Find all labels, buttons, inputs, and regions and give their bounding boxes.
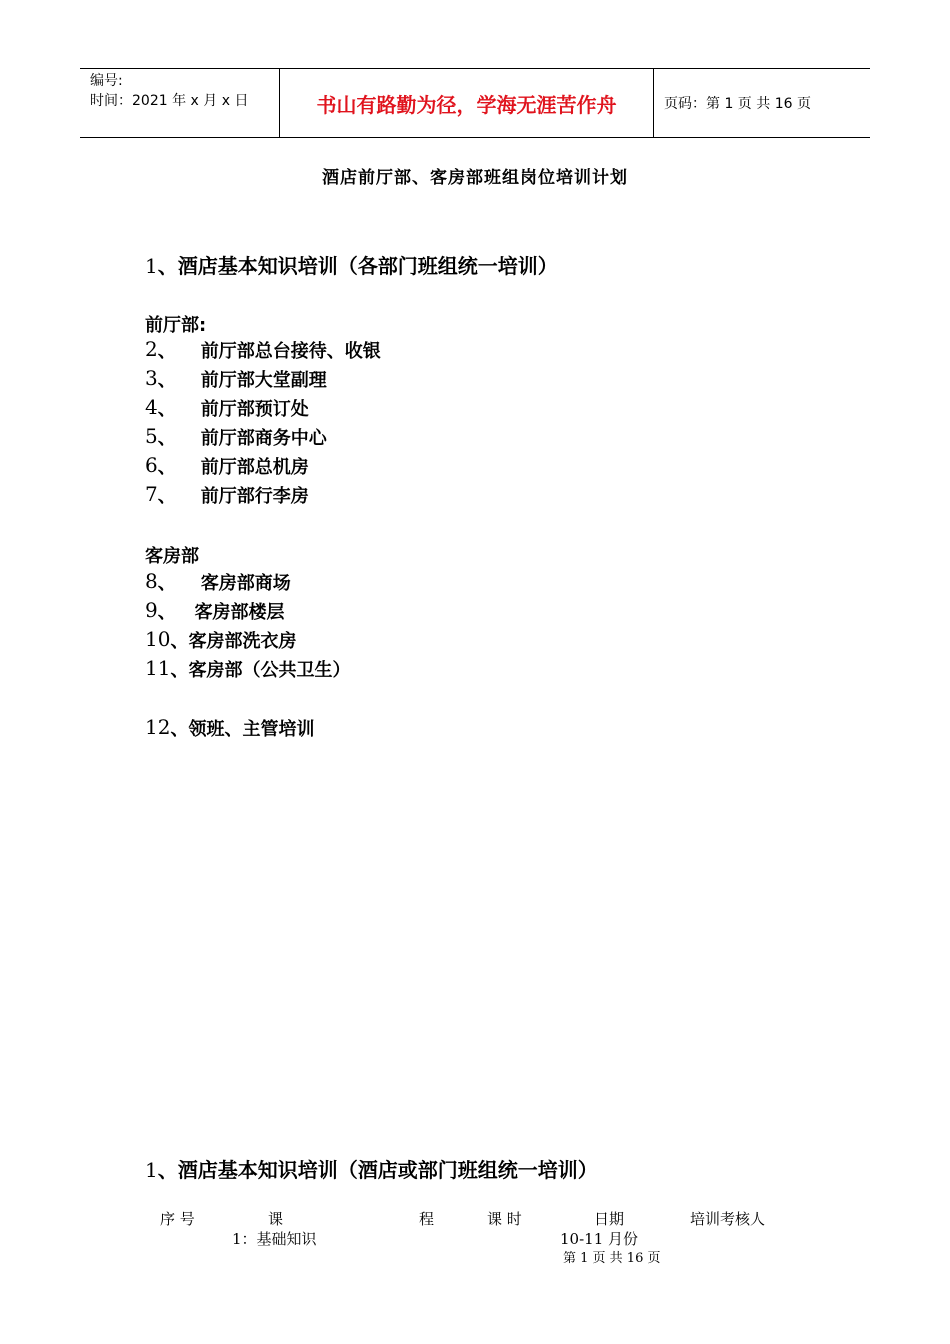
- item-text: 、 前厅部大堂副理: [157, 370, 327, 391]
- list-item: [145, 337, 381, 363]
- section-number: 1: [145, 254, 158, 278]
- header-course-b: 程: [419, 1210, 435, 1228]
- document-header: [80, 68, 870, 138]
- housekeeping-label: 客房部: [145, 546, 199, 567]
- item-text: 、 前厅部总机房: [157, 457, 309, 478]
- section-text: 、酒店基本知识培训（酒店或部门班组统一培训）: [157, 1158, 598, 1182]
- section-number: 1: [145, 1158, 158, 1182]
- item-number: 4: [145, 395, 158, 419]
- document-title: 酒店前厅部、客房部班组岗位培训计划: [322, 168, 628, 188]
- item-number: 8: [145, 569, 158, 593]
- item-text: 、 客房部商场: [157, 573, 291, 594]
- item-number: 9: [145, 598, 158, 622]
- item-text: 、 前厅部预订处: [157, 399, 309, 420]
- footer-page-text: 第 1 页 共 16 页: [563, 1251, 661, 1266]
- header-seq: 序 号: [160, 1210, 195, 1228]
- list-item: [145, 627, 296, 653]
- item-text: 、客房部（公共卫生）: [170, 660, 351, 681]
- item-text: 、 前厅部行李房: [157, 486, 309, 507]
- number-label: 编号:: [90, 73, 123, 89]
- section-text: 、酒店基本知识培训（各部门班组统一培训）: [157, 254, 558, 278]
- item-number: 2: [145, 337, 158, 361]
- item-text: 、领班、主管培训: [170, 719, 315, 740]
- item-number: 10: [145, 627, 171, 651]
- list-item: [145, 598, 285, 624]
- time-label: 时间：2021 年 x 月 x 日: [90, 93, 249, 109]
- row-date: 10-11 月份: [560, 1230, 639, 1248]
- front-office-label: 前厅部:: [145, 315, 207, 336]
- item-number: 12: [145, 715, 171, 739]
- header-motto: 书山有路勤为径，学海无涯苦作舟: [280, 69, 654, 137]
- list-item: [145, 569, 291, 595]
- header-meta: [80, 69, 280, 137]
- item-number: 7: [145, 482, 158, 506]
- header-page-info: 页码：第 1 页 共 16 页: [664, 96, 811, 112]
- item-number: 6: [145, 453, 158, 477]
- item-number: 11: [145, 656, 171, 680]
- item-text: 、客房部洗衣房: [170, 631, 297, 652]
- header-hours: 课 时: [487, 1210, 522, 1228]
- list-item: [145, 395, 309, 421]
- section-heading-2: [145, 1154, 598, 1183]
- header-date: 日期: [594, 1210, 625, 1228]
- row-course: 1：基础知识: [232, 1230, 317, 1248]
- item-text: 、 客房部楼层: [157, 602, 285, 623]
- item-text: 、 前厅部商务中心: [157, 428, 327, 449]
- item-number: 5: [145, 424, 158, 448]
- list-item: [145, 715, 314, 741]
- list-item: [145, 424, 327, 450]
- item-number: 3: [145, 366, 158, 390]
- item-text: 、 前厅部总台接待、收银: [157, 341, 381, 362]
- list-item: [145, 453, 309, 479]
- list-item: [145, 656, 350, 682]
- section-heading-1: [145, 250, 558, 279]
- list-item: [145, 366, 327, 392]
- header-course-a: 课: [268, 1210, 284, 1228]
- list-item: [145, 482, 309, 508]
- header-assessor: 培训考核人: [690, 1210, 766, 1228]
